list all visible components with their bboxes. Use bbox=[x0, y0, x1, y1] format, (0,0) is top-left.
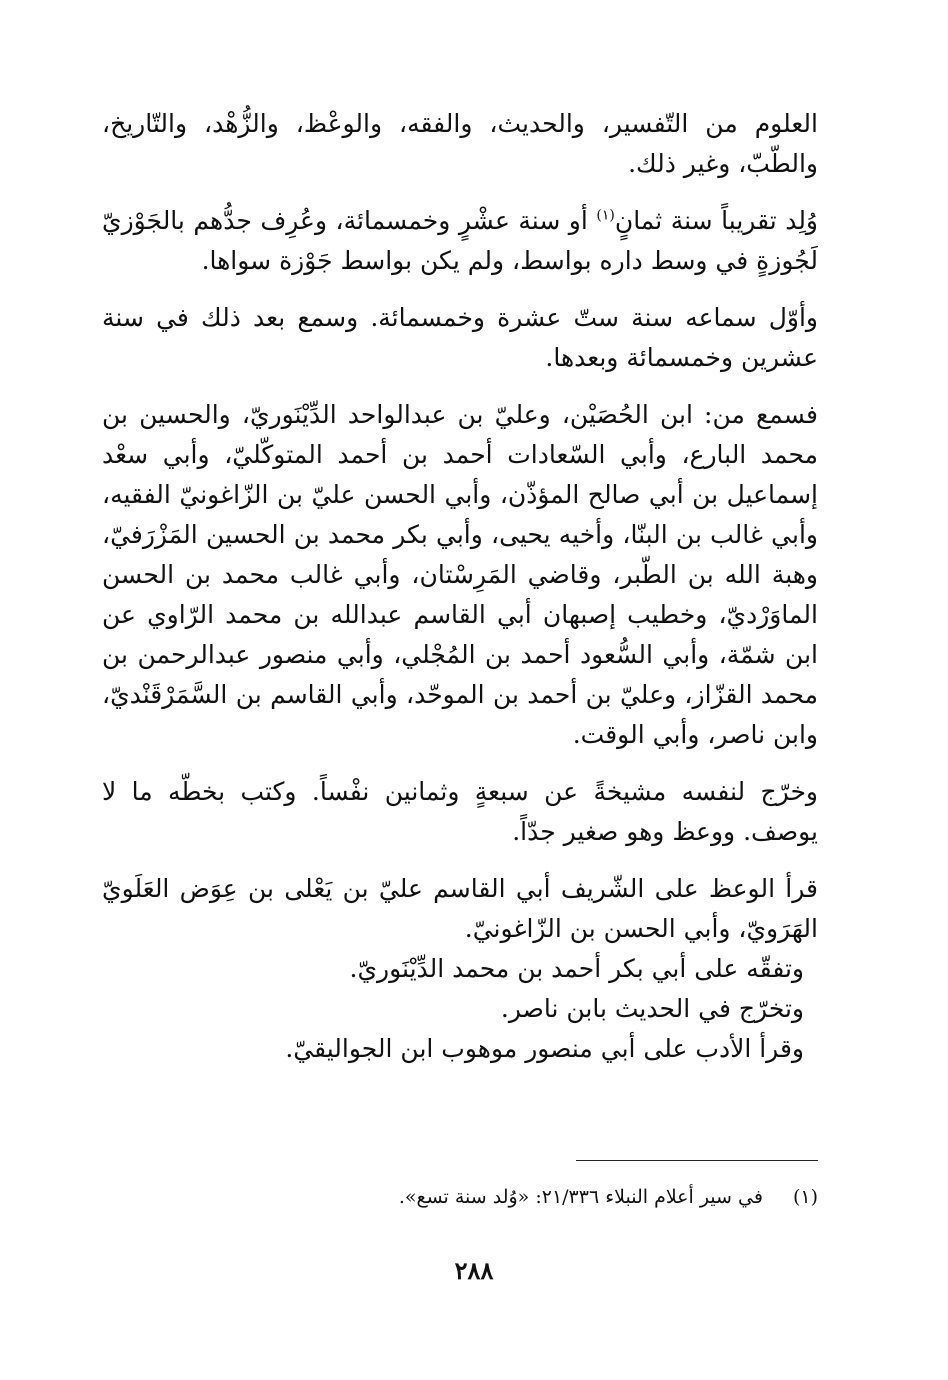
paragraph-birth bbox=[102, 201, 818, 281]
paragraph-sciences bbox=[102, 104, 818, 184]
footnote-reference: (١) bbox=[596, 207, 615, 224]
paragraph-first-hearing bbox=[102, 298, 818, 378]
line-hadith: وتخرّج في الحديث بابن ناصر. bbox=[500, 994, 804, 1023]
paragraph-text: العلوم من التّفسير، والحديث، والفقه، والوعْظ، والزُّهْد، والتّاريخ، والطّبّ، وغير ذلك. bbox=[102, 109, 818, 178]
paragraph-text: فسمع من: ابن الحُصَيْن، وعليّ بن عبدالواحد الدِّيْنَوريّ، والحسين بن محمد البارع، وأبي السّعادات أحمد بن أحمد المتوكّليّ، وأبي سعْد إسماعيل بن أبي صالح المؤذّن، وأبي الحسن عليّ بن الزّاغونيّ الفقيه، وأبي غالب بن البنّا، وأخيه يحيى، وأبي بكر محمد بن الحسين المَزْرَفيّ، وهبة الله بن الطّبر، وقاضي المَرِسْتان، وأبي غالب محمد بن الحسن الماوَرْديّ، وخطيب إصبهان أبي القاسم عبدالله بن محمد الرّاوي عن ابن شمّة، وأبي السُّعود أحمد بن المُجْلي، وأبي منصور عبدالرحمن بن محمد القزّاز، وعليّ بن أحمد بن الموحّد، وأبي القاسم بن السَّمَرْقَنْديّ، وابن ناصر، وأبي الوقت. bbox=[102, 400, 818, 749]
footnote-number: (١) bbox=[792, 1186, 818, 1208]
paragraph-text: وأوّل سماعه سنة ستّ عشرة وخمسمائة. وسمع بعد ذلك في سنة عشرين وخمسمائة وبعدها. bbox=[102, 303, 818, 372]
short-lines bbox=[102, 949, 818, 1069]
main-text bbox=[102, 104, 818, 1069]
birth-text-start: وُلِد تقريباً سنة ثمانٍ bbox=[614, 206, 819, 235]
paragraph-teachers bbox=[102, 395, 818, 755]
line-fiqh: وتفقّه على أبي بكر أحمد بن محمد الدِّيْنَوريّ. bbox=[349, 954, 804, 983]
paragraph-text bbox=[102, 201, 818, 281]
paragraph-mashyakha bbox=[102, 772, 818, 852]
line-adab: وقرأ الأدب على أبي منصور موهوب ابن الجواليقيّ. bbox=[285, 1034, 804, 1063]
footnote-text: في سير أعلام النبلاء ٢١/٣٣٦: «وُلد سنة تسع». bbox=[398, 1186, 763, 1208]
footnote-separator bbox=[576, 1160, 818, 1161]
paragraph-preaching bbox=[102, 869, 818, 949]
paragraph-text: قرأ الوعظ على الشّريف أبي القاسم عليّ بن يَعْلى بن عِوَض العَلَويّ الهَرَويّ، وأبي الحسن بن الزّاغونيّ. bbox=[102, 874, 818, 943]
birth-text-end: أو سنة عشْرٍ وخمسمائة، وعُرِف جدُّهم بالجَوْزيّ لَجُوزةٍ في وسط داره بواسط، ولم يكن بواسط جَوْزة سواها. bbox=[102, 206, 818, 275]
page-number: ٢٨٨ bbox=[454, 1256, 494, 1285]
paragraph-text: وخرّج لنفسه مشيخةً عن سبعةٍ وثمانين نفْساً. وكتب بخطّه ما لا يوصف. ووعظ وهو صغير جدّاً. bbox=[102, 777, 818, 846]
footnote bbox=[178, 1182, 818, 1212]
